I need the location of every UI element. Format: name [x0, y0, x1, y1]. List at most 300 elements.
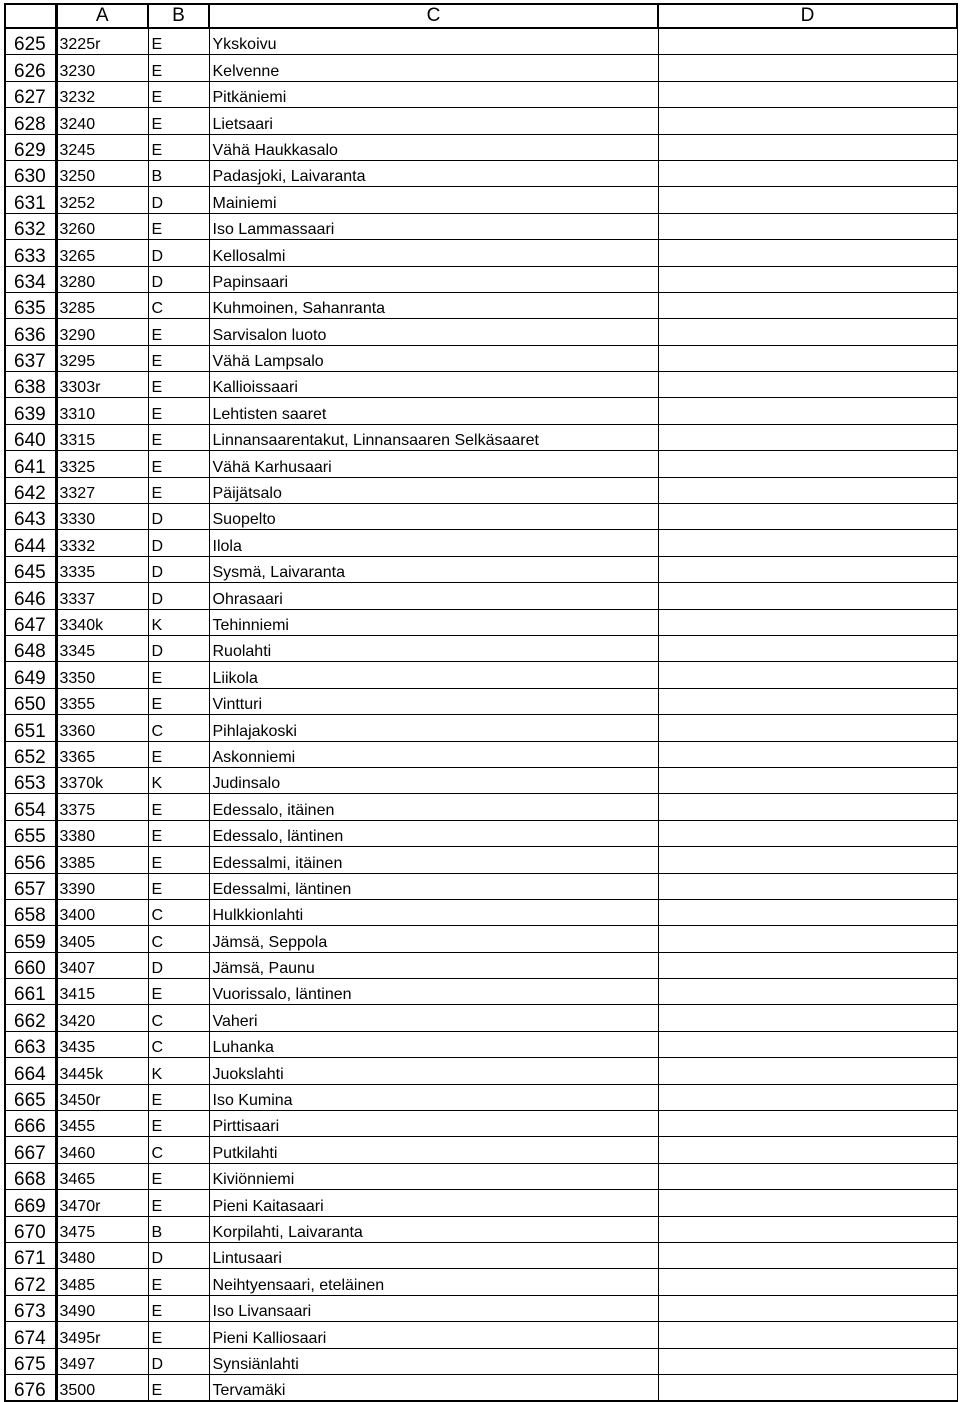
cell-d[interactable] — [658, 1163, 957, 1189]
cell-d[interactable] — [658, 266, 957, 292]
table-row — [5, 847, 957, 873]
cell-a[interactable]: 3380 — [56, 820, 148, 846]
cell-b[interactable]: E — [148, 873, 209, 899]
cell-a[interactable]: 3327 — [56, 477, 148, 503]
cell-b[interactable]: E — [148, 81, 209, 107]
cell-a[interactable]: 3500 — [56, 1374, 148, 1401]
cell-a[interactable]: 3325 — [56, 451, 148, 477]
cell-d[interactable] — [658, 1216, 957, 1242]
cell-a[interactable]: 3332 — [56, 530, 148, 556]
cell-b[interactable]: E — [148, 979, 209, 1005]
cell-b[interactable]: E — [148, 1322, 209, 1348]
cell-b[interactable]: E — [148, 847, 209, 873]
cell-a[interactable]: 3340k — [56, 609, 148, 635]
cell-d[interactable] — [658, 134, 957, 160]
cell-d[interactable] — [658, 319, 957, 345]
cell-a[interactable]: 3405 — [56, 926, 148, 952]
row-header[interactable]: 646 — [5, 583, 56, 609]
cell-d[interactable] — [658, 424, 957, 450]
table-row — [5, 556, 957, 582]
cell-d[interactable] — [658, 1137, 957, 1163]
cell-a[interactable]: 3250 — [56, 160, 148, 186]
row-header[interactable]: 632 — [5, 213, 56, 239]
cell-b[interactable]: C — [148, 1031, 209, 1057]
table-row — [5, 979, 957, 1005]
cell-c[interactable]: Korpilahti, Laivaranta — [209, 1216, 658, 1242]
cell-a[interactable]: 3337 — [56, 583, 148, 609]
table-row — [5, 767, 957, 793]
table-row — [5, 715, 957, 741]
cell-c[interactable]: Sarvisalon luoto — [209, 319, 658, 345]
cell-a[interactable]: 3497 — [56, 1348, 148, 1374]
cell-c[interactable]: Ohrasaari — [209, 583, 658, 609]
cell-b[interactable]: D — [148, 583, 209, 609]
row-header[interactable]: 630 — [5, 160, 56, 186]
cell-c[interactable]: Synsiänlahti — [209, 1348, 658, 1374]
cell-d[interactable] — [658, 715, 957, 741]
cell-d[interactable] — [658, 240, 957, 266]
cell-c[interactable]: Vintturi — [209, 688, 658, 714]
cell-c[interactable]: Edessalmi, itäinen — [209, 847, 658, 873]
cell-b[interactable]: E — [148, 213, 209, 239]
row-header[interactable]: 633 — [5, 240, 56, 266]
cell-a[interactable]: 3470r — [56, 1190, 148, 1216]
cell-c[interactable]: Päijätsalo — [209, 477, 658, 503]
cell-d[interactable] — [658, 1084, 957, 1110]
row-header[interactable]: 670 — [5, 1216, 56, 1242]
cell-b[interactable]: E — [148, 55, 209, 81]
cell-a[interactable]: 3480 — [56, 1242, 148, 1268]
cell-a[interactable]: 3315 — [56, 424, 148, 450]
cell-b[interactable]: C — [148, 899, 209, 925]
row-header[interactable]: 667 — [5, 1137, 56, 1163]
cell-c[interactable]: Kellosalmi — [209, 240, 658, 266]
cell-b[interactable]: K — [148, 1058, 209, 1084]
cell-d[interactable] — [658, 372, 957, 398]
cell-d[interactable] — [658, 873, 957, 899]
cell-c[interactable]: Hulkkionlahti — [209, 899, 658, 925]
cell-d[interactable] — [658, 108, 957, 134]
cell-c[interactable]: Askonniemi — [209, 741, 658, 767]
cell-c[interactable]: Suopelto — [209, 504, 658, 530]
cell-a[interactable]: 3245 — [56, 134, 148, 160]
cell-c[interactable]: Vähä Haukkasalo — [209, 134, 658, 160]
cell-b[interactable]: E — [148, 1374, 209, 1401]
row-header[interactable]: 675 — [5, 1348, 56, 1374]
cell-b[interactable]: B — [148, 1216, 209, 1242]
table-row — [5, 899, 957, 925]
row-header[interactable]: 661 — [5, 979, 56, 1005]
row-header[interactable]: 638 — [5, 372, 56, 398]
row-header[interactable]: 656 — [5, 847, 56, 873]
cell-c[interactable]: Jämsä, Paunu — [209, 952, 658, 978]
cell-c[interactable]: Edessalo, läntinen — [209, 820, 658, 846]
table-row — [5, 477, 957, 503]
cell-a[interactable]: 3465 — [56, 1163, 148, 1189]
cell-a[interactable]: 3450r — [56, 1084, 148, 1110]
cell-d[interactable] — [658, 1348, 957, 1374]
cell-b[interactable]: E — [148, 108, 209, 134]
cell-b[interactable]: D — [148, 556, 209, 582]
select-all-corner[interactable] — [5, 4, 56, 28]
cell-b[interactable]: D — [148, 504, 209, 530]
row-header[interactable]: 642 — [5, 477, 56, 503]
row-header[interactable]: 637 — [5, 345, 56, 371]
column-header-a[interactable]: A — [56, 4, 148, 28]
cell-b[interactable]: E — [148, 398, 209, 424]
cell-b[interactable]: D — [148, 1348, 209, 1374]
cell-a[interactable]: 3460 — [56, 1137, 148, 1163]
cell-b[interactable]: D — [148, 530, 209, 556]
table-row — [5, 160, 957, 186]
table-row — [5, 266, 957, 292]
cell-b[interactable]: C — [148, 1005, 209, 1031]
cell-b[interactable]: C — [148, 1137, 209, 1163]
cell-c[interactable]: Lietsaari — [209, 108, 658, 134]
row-header[interactable]: 655 — [5, 820, 56, 846]
table-row — [5, 1242, 957, 1268]
cell-d[interactable] — [658, 1374, 957, 1401]
cell-d[interactable] — [658, 187, 957, 213]
cell-b[interactable]: E — [148, 820, 209, 846]
column-header-c[interactable]: C — [209, 4, 658, 28]
row-header[interactable]: 628 — [5, 108, 56, 134]
row-header[interactable]: 668 — [5, 1163, 56, 1189]
cell-a[interactable]: 3455 — [56, 1111, 148, 1137]
cell-d[interactable] — [658, 556, 957, 582]
table-row — [5, 372, 957, 398]
cell-a[interactable]: 3475 — [56, 1216, 148, 1242]
table-row — [5, 1005, 957, 1031]
cell-d[interactable] — [658, 688, 957, 714]
cell-c[interactable]: Kiviönniemi — [209, 1163, 658, 1189]
cell-c[interactable]: Padasjoki, Laivaranta — [209, 160, 658, 186]
cell-c[interactable]: Ykskoivu — [209, 28, 658, 55]
row-header[interactable]: 660 — [5, 952, 56, 978]
cell-b[interactable]: E — [148, 688, 209, 714]
cell-c[interactable]: Edessalo, itäinen — [209, 794, 658, 820]
cell-d[interactable] — [658, 292, 957, 318]
cell-a[interactable]: 3303r — [56, 372, 148, 398]
cell-a[interactable]: 3415 — [56, 979, 148, 1005]
cell-a[interactable]: 3330 — [56, 504, 148, 530]
row-header[interactable]: 676 — [5, 1374, 56, 1401]
cell-a[interactable]: 3265 — [56, 240, 148, 266]
cell-c[interactable]: Iso Livansaari — [209, 1295, 658, 1321]
cell-b[interactable]: E — [148, 1295, 209, 1321]
cell-d[interactable] — [658, 1295, 957, 1321]
cell-c[interactable]: Linnansaarentakut, Linnansaaren Selkäsaaret — [209, 424, 658, 450]
cell-c[interactable]: Pihlajakoski — [209, 715, 658, 741]
table-row — [5, 1058, 957, 1084]
row-header[interactable]: 659 — [5, 926, 56, 952]
cell-c[interactable]: Liikola — [209, 662, 658, 688]
cell-c[interactable]: Kuhmoinen, Sahanranta — [209, 292, 658, 318]
table-row — [5, 1163, 957, 1189]
row-header[interactable]: 631 — [5, 187, 56, 213]
cell-a[interactable]: 3345 — [56, 635, 148, 661]
cell-b[interactable]: C — [148, 926, 209, 952]
cell-a[interactable]: 3490 — [56, 1295, 148, 1321]
cell-a[interactable]: 3335 — [56, 556, 148, 582]
cell-d[interactable] — [658, 767, 957, 793]
cell-b[interactable]: E — [148, 424, 209, 450]
cell-b[interactable]: E — [148, 28, 209, 55]
table-row — [5, 345, 957, 371]
row-header[interactable]: 636 — [5, 319, 56, 345]
cell-d[interactable] — [658, 1322, 957, 1348]
cell-d[interactable] — [658, 213, 957, 239]
cell-b[interactable]: D — [148, 240, 209, 266]
cell-a[interactable]: 3495r — [56, 1322, 148, 1348]
cell-a[interactable]: 3400 — [56, 899, 148, 925]
cell-a[interactable]: 3295 — [56, 345, 148, 371]
cell-a[interactable]: 3420 — [56, 1005, 148, 1031]
cell-d[interactable] — [658, 820, 957, 846]
row-header[interactable]: 634 — [5, 266, 56, 292]
cell-a[interactable]: 3285 — [56, 292, 148, 318]
cell-d[interactable] — [658, 1058, 957, 1084]
cell-a[interactable]: 3445k — [56, 1058, 148, 1084]
cell-d[interactable] — [658, 477, 957, 503]
cell-b[interactable]: E — [148, 1084, 209, 1110]
cell-d[interactable] — [658, 451, 957, 477]
cell-a[interactable]: 3225r — [56, 28, 148, 55]
row-header[interactable]: 639 — [5, 398, 56, 424]
cell-a[interactable]: 3252 — [56, 187, 148, 213]
cell-d[interactable] — [658, 1242, 957, 1268]
table-row — [5, 635, 957, 661]
cell-b[interactable]: E — [148, 741, 209, 767]
cell-d[interactable] — [658, 504, 957, 530]
table-row — [5, 55, 957, 81]
cell-b[interactable]: E — [148, 662, 209, 688]
row-header[interactable]: 635 — [5, 292, 56, 318]
cell-a[interactable]: 3375 — [56, 794, 148, 820]
cell-a[interactable]: 3370k — [56, 767, 148, 793]
cell-a[interactable]: 3385 — [56, 847, 148, 873]
sheet-body — [5, 28, 957, 1401]
cell-c[interactable]: Edessalmi, läntinen — [209, 873, 658, 899]
table-row — [5, 873, 957, 899]
row-header[interactable]: 658 — [5, 899, 56, 925]
row-header[interactable]: 671 — [5, 1242, 56, 1268]
cell-c[interactable]: Neihtyensaari, eteläinen — [209, 1269, 658, 1295]
cell-c[interactable]: Pitkäniemi — [209, 81, 658, 107]
cell-b[interactable]: E — [148, 794, 209, 820]
row-header[interactable]: 644 — [5, 530, 56, 556]
cell-a[interactable]: 3407 — [56, 952, 148, 978]
row-header[interactable]: 654 — [5, 794, 56, 820]
table-row — [5, 583, 957, 609]
cell-d[interactable] — [658, 847, 957, 873]
cell-b[interactable]: E — [148, 1190, 209, 1216]
cell-b[interactable]: E — [148, 1163, 209, 1189]
column-header-d[interactable]: D — [658, 4, 957, 28]
table-row — [5, 1295, 957, 1321]
cell-c[interactable]: Lintusaari — [209, 1242, 658, 1268]
cell-b[interactable]: E — [148, 372, 209, 398]
cell-c[interactable]: Pirttisaari — [209, 1111, 658, 1137]
row-header[interactable]: 647 — [5, 609, 56, 635]
cell-c[interactable]: Vähä Karhusaari — [209, 451, 658, 477]
row-header[interactable]: 643 — [5, 504, 56, 530]
row-header[interactable]: 648 — [5, 635, 56, 661]
cell-a[interactable]: 3350 — [56, 662, 148, 688]
row-header[interactable]: 641 — [5, 451, 56, 477]
cell-d[interactable] — [658, 530, 957, 556]
cell-c[interactable]: Ruolahti — [209, 635, 658, 661]
row-header[interactable]: 626 — [5, 55, 56, 81]
cell-c[interactable]: Mainiemi — [209, 187, 658, 213]
row-header[interactable]: 665 — [5, 1084, 56, 1110]
cell-b[interactable]: E — [148, 319, 209, 345]
cell-d[interactable] — [658, 55, 957, 81]
cell-b[interactable]: E — [148, 134, 209, 160]
cell-b[interactable]: K — [148, 767, 209, 793]
spreadsheet-grid — [4, 3, 958, 1402]
cell-b[interactable]: C — [148, 715, 209, 741]
cell-c[interactable]: Papinsaari — [209, 266, 658, 292]
cell-a[interactable]: 3485 — [56, 1269, 148, 1295]
cell-a[interactable]: 3355 — [56, 688, 148, 714]
cell-c[interactable]: Putkilahti — [209, 1137, 658, 1163]
table-row — [5, 741, 957, 767]
column-header-b[interactable]: B — [148, 4, 209, 28]
cell-d[interactable] — [658, 1031, 957, 1057]
cell-c[interactable]: Vähä Lampsalo — [209, 345, 658, 371]
table-row — [5, 240, 957, 266]
column-header-row — [5, 4, 957, 28]
cell-d[interactable] — [658, 741, 957, 767]
row-header[interactable]: 657 — [5, 873, 56, 899]
row-header[interactable]: 627 — [5, 81, 56, 107]
cell-a[interactable]: 3260 — [56, 213, 148, 239]
cell-b[interactable]: C — [148, 292, 209, 318]
row-header[interactable]: 663 — [5, 1031, 56, 1057]
row-header[interactable]: 649 — [5, 662, 56, 688]
cell-b[interactable]: D — [148, 187, 209, 213]
table-row — [5, 504, 957, 530]
cell-b[interactable]: E — [148, 477, 209, 503]
cell-d[interactable] — [658, 1005, 957, 1031]
cell-b[interactable]: E — [148, 1269, 209, 1295]
cell-c[interactable]: Luhanka — [209, 1031, 658, 1057]
cell-c[interactable]: Lehtisten saaret — [209, 398, 658, 424]
cell-d[interactable] — [658, 1111, 957, 1137]
cell-d[interactable] — [658, 635, 957, 661]
cell-d[interactable] — [658, 160, 957, 186]
cell-b[interactable]: D — [148, 635, 209, 661]
table-row — [5, 424, 957, 450]
cell-d[interactable] — [658, 926, 957, 952]
cell-a[interactable]: 3360 — [56, 715, 148, 741]
cell-b[interactable]: E — [148, 345, 209, 371]
row-header[interactable]: 669 — [5, 1190, 56, 1216]
cell-d[interactable] — [658, 794, 957, 820]
table-row — [5, 187, 957, 213]
row-header[interactable]: 653 — [5, 767, 56, 793]
row-header[interactable]: 673 — [5, 1295, 56, 1321]
cell-a[interactable]: 3280 — [56, 266, 148, 292]
cell-c[interactable]: Vuorissalo, läntinen — [209, 979, 658, 1005]
cell-c[interactable]: Kallioissaari — [209, 372, 658, 398]
cell-a[interactable]: 3230 — [56, 55, 148, 81]
cell-c[interactable]: Tehinniemi — [209, 609, 658, 635]
row-header[interactable]: 651 — [5, 715, 56, 741]
row-header[interactable]: 672 — [5, 1269, 56, 1295]
cell-c[interactable]: Judinsalo — [209, 767, 658, 793]
row-header[interactable]: 625 — [5, 28, 56, 55]
cell-d[interactable] — [658, 979, 957, 1005]
cell-c[interactable]: Iso Lammassaari — [209, 213, 658, 239]
cell-b[interactable]: E — [148, 1111, 209, 1137]
row-header[interactable]: 629 — [5, 134, 56, 160]
cell-d[interactable] — [658, 583, 957, 609]
row-header[interactable]: 652 — [5, 741, 56, 767]
cell-c[interactable]: Sysmä, Laivaranta — [209, 556, 658, 582]
table-row — [5, 81, 957, 107]
cell-b[interactable]: E — [148, 451, 209, 477]
cell-d[interactable] — [658, 899, 957, 925]
cell-c[interactable]: Tervamäki — [209, 1374, 658, 1401]
cell-a[interactable]: 3240 — [56, 108, 148, 134]
cell-d[interactable] — [658, 345, 957, 371]
cell-c[interactable]: Jämsä, Seppola — [209, 926, 658, 952]
cell-a[interactable]: 3435 — [56, 1031, 148, 1057]
cell-c[interactable]: Ilola — [209, 530, 658, 556]
cell-d[interactable] — [658, 952, 957, 978]
cell-d[interactable] — [658, 1269, 957, 1295]
cell-d[interactable] — [658, 662, 957, 688]
table-row — [5, 213, 957, 239]
cell-b[interactable]: D — [148, 266, 209, 292]
table-row — [5, 609, 957, 635]
row-header[interactable]: 662 — [5, 1005, 56, 1031]
row-header[interactable]: 640 — [5, 424, 56, 450]
cell-a[interactable]: 3290 — [56, 319, 148, 345]
row-header[interactable]: 645 — [5, 556, 56, 582]
table-row — [5, 820, 957, 846]
row-header[interactable]: 666 — [5, 1111, 56, 1137]
cell-d[interactable] — [658, 398, 957, 424]
cell-a[interactable]: 3310 — [56, 398, 148, 424]
cell-a[interactable]: 3365 — [56, 741, 148, 767]
cell-b[interactable]: D — [148, 952, 209, 978]
cell-c[interactable]: Pieni Kalliosaari — [209, 1322, 658, 1348]
cell-a[interactable]: 3232 — [56, 81, 148, 107]
cell-d[interactable] — [658, 609, 957, 635]
cell-b[interactable]: K — [148, 609, 209, 635]
cell-d[interactable] — [658, 81, 957, 107]
row-header[interactable]: 650 — [5, 688, 56, 714]
cell-b[interactable]: B — [148, 160, 209, 186]
cell-c[interactable]: Kelvenne — [209, 55, 658, 81]
cell-c[interactable]: Juokslahti — [209, 1058, 658, 1084]
cell-d[interactable] — [658, 1190, 957, 1216]
row-header[interactable]: 674 — [5, 1322, 56, 1348]
table-row — [5, 398, 957, 424]
cell-c[interactable]: Iso Kumina — [209, 1084, 658, 1110]
cell-c[interactable]: Vaheri — [209, 1005, 658, 1031]
cell-b[interactable]: D — [148, 1242, 209, 1268]
table-row — [5, 108, 957, 134]
cell-a[interactable]: 3390 — [56, 873, 148, 899]
row-header[interactable]: 664 — [5, 1058, 56, 1084]
table-row — [5, 1137, 957, 1163]
cell-c[interactable]: Pieni Kaitasaari — [209, 1190, 658, 1216]
cell-d[interactable] — [658, 28, 957, 55]
